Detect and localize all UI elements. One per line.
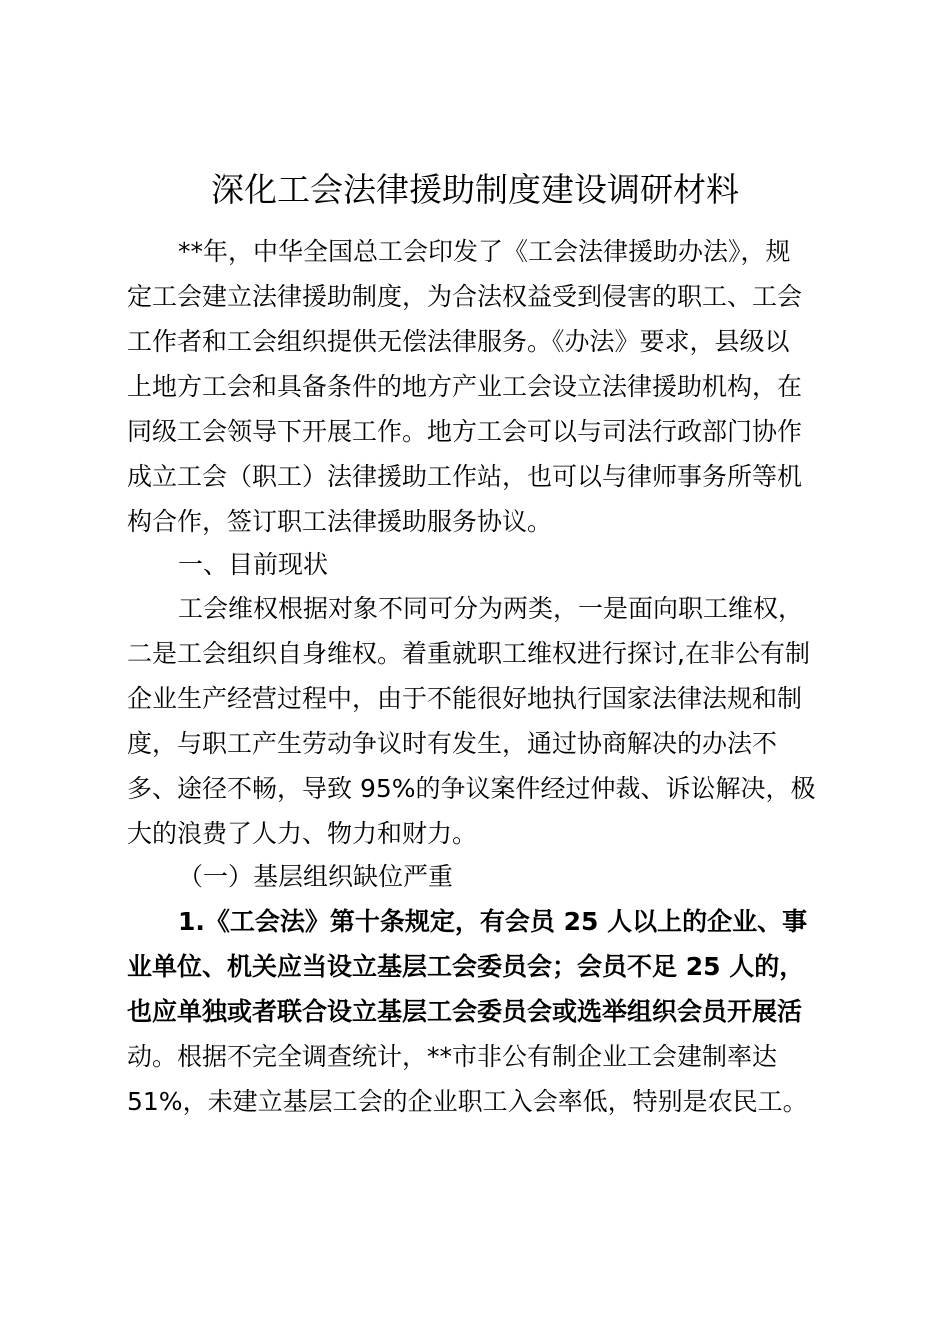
paragraph-line: 构合作，签订职工法律援助服务协议。 (127, 507, 553, 536)
bold-paragraph-line: 业单位、机关应当设立基层工会委员会；会员不足 25 人的， (127, 952, 805, 981)
paragraph-line: 工会维权根据对象不同可分为两类，一是面向职工维权， (178, 594, 804, 623)
paragraph-line: 成立工会（职工）法律援助工作站，也可以与律师事务所等机 (127, 462, 803, 491)
paragraph-line: 动。根据不完全调查统计，**市非公有制企业工会建制率达 (127, 1042, 778, 1071)
subsection-heading: （一）基层组织缺位严重 (178, 862, 454, 891)
paragraph-line: 二是工会组织自身维权。着重就职工维权进行探讨,在非公有制 (127, 639, 810, 668)
paragraph-line: 工作者和工会组织提供无偿法律服务。《办法》要求，县级以 (127, 327, 790, 356)
paragraph-line: 度，与职工产生劳动争议时有发生，通过协商解决的办法不 (127, 729, 778, 758)
section-heading: 一、目前现状 (178, 550, 329, 579)
paragraph-line: 同级工会领导下开展工作。地方工会可以与司法行政部门协作 (127, 417, 803, 446)
paragraph-line: **年，中华全国总工会印发了《工会法律援助办法》，规 (178, 237, 791, 266)
bold-paragraph-line: 1.《工会法》第十条规定，有会员 25 人以上的企业、事 (178, 907, 808, 936)
document-title: 深化工会法律援助制度建设调研材料 (211, 170, 739, 209)
paragraph-line: 多、途径不畅，导致 95%的争议案件经过仲裁、诉讼解决，极 (127, 774, 816, 803)
bold-paragraph-line: 也应单独或者联合设立基层工会委员会或选举组织会员开展活 (127, 997, 803, 1026)
paragraph-line: 企业生产经营过程中，由于不能很好地执行国家法律法规和制 (127, 684, 803, 713)
paragraph-line: 上地方工会和具备条件的地方产业工会设立法律援助机构，在 (127, 372, 803, 401)
paragraph-line: 51%，未建立基层工会的企业职工入会率低，特别是农民工。 (127, 1087, 808, 1116)
paragraph-line: 定工会建立法律援助制度，为合法权益受到侵害的职工、工会 (127, 282, 803, 311)
paragraph-line: 大的浪费了人力、物力和财力。 (127, 819, 478, 848)
